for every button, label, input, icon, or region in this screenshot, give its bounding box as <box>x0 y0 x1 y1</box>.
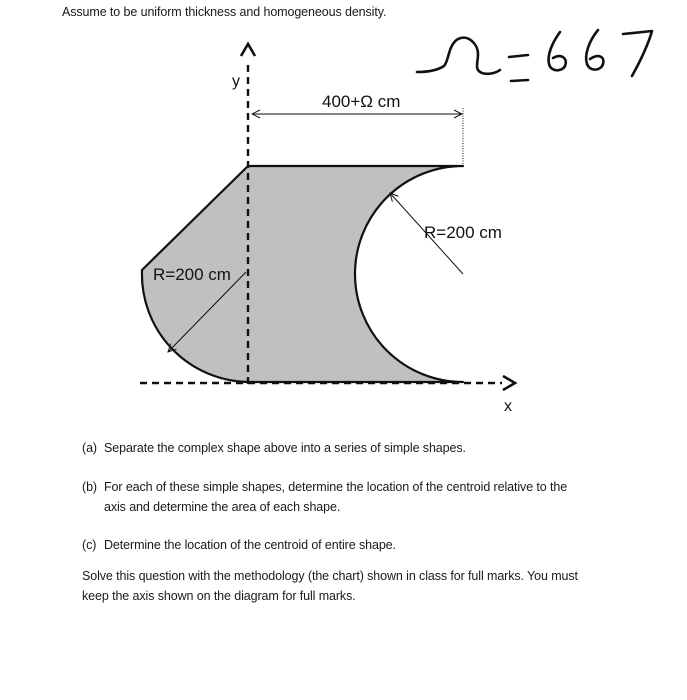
instructions-line1: Solve this question with the methodology (the chart) shown in class for full marks. You must <box>82 569 578 583</box>
question-a <box>82 438 622 458</box>
instructions-line2: keep the axis shown on the diagram for full marks. <box>82 589 356 603</box>
question-b-label: (b) <box>82 480 97 494</box>
question-c-label: (c) <box>82 538 97 552</box>
width-dimension-label: 400+Ω cm <box>322 92 401 111</box>
x-axis-label: x <box>504 398 512 415</box>
y-axis-label: y <box>232 73 240 90</box>
question-a-label: (a) <box>82 441 97 455</box>
question-b-text-line1: For each of these simple shapes, determine the location of the centroid relative to the <box>104 480 568 494</box>
x-axis-arrowhead <box>503 376 515 390</box>
question-a-text: Separate the complex shape above into a series of simple shapes. <box>104 441 466 455</box>
question-c <box>82 535 622 555</box>
intro-text: Assume to be uniform thickness and homogeneous density. <box>62 5 387 19</box>
question-c-text: Determine the location of the centroid of entire shape. <box>104 538 396 552</box>
question-b-text-line2: axis and determine the area of each shape. <box>104 500 341 514</box>
y-axis-arrowhead <box>241 44 255 56</box>
question-b <box>82 477 622 517</box>
handwritten-note <box>417 30 652 81</box>
right-radius-label: R=200 cm <box>424 223 502 242</box>
left-radius-label: R=200 cm <box>153 265 231 284</box>
instructions-note <box>82 566 622 606</box>
